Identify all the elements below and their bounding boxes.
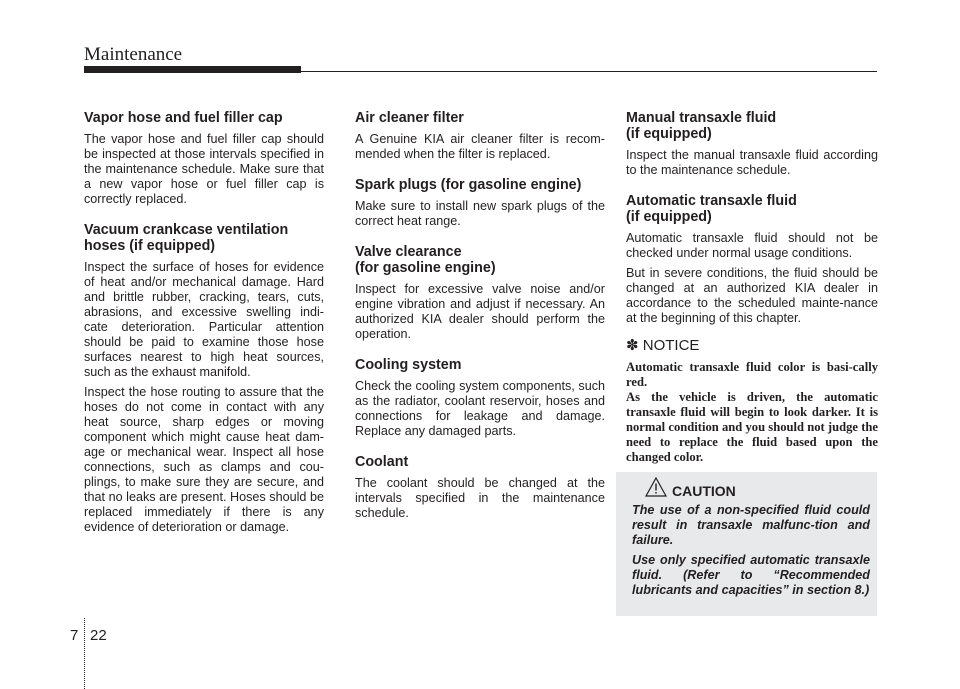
section-paragraph: Inspect for excessive valve noise and/or engine vibration and adjust if necessary. An authorized KIA dealer should perform the operation.	[355, 282, 605, 341]
section-paragraph: But in severe conditions, the fluid should be changed at an authorized KIA dealer in accordance to the scheduled mainte-nance at the beginning of this chapter.	[626, 266, 878, 325]
caution-paragraph: The use of a non-specified fluid could result in transaxle malfunc-tion and failure.	[632, 503, 870, 547]
notice-paragraph: As the vehicle is driven, the automatic transaxle fluid will begin to look darker. It is normal condition and you should not judge the need to replace the fluid based upon the changed color.	[626, 390, 878, 464]
section-coolant	[355, 454, 605, 521]
section-paragraph: Inspect the manual transaxle fluid according to the maintenance schedule.	[626, 148, 878, 177]
section-paragraph: Check the cooling system components, such as the radiator, coolant reservoir, hoses and connections for leakage and damage. Replace any damaged parts.	[355, 379, 605, 438]
column-left	[84, 110, 324, 550]
notice-block	[626, 336, 878, 465]
warning-triangle-icon	[645, 477, 667, 497]
notice-star-icon: ✽	[626, 337, 639, 354]
section-title: Spark plugs (for gasoline engine)	[355, 177, 582, 193]
section-paragraph: Make sure to install new spark plugs of the correct heat range.	[355, 199, 605, 228]
section-title: Valve clearance (for gasoline engine)	[355, 244, 496, 276]
chapter-number: 7	[70, 627, 79, 644]
section-title: Manual transaxle fluid (if equipped)	[626, 110, 777, 142]
caution-heading: CAUTION	[672, 483, 870, 499]
header-bar	[84, 66, 301, 73]
section-title: Vacuum crankcase ventilation hoses (if equipped)	[84, 222, 289, 254]
section-automatic-transaxle	[626, 193, 878, 326]
notice-heading: ✽ NOTICE	[626, 337, 700, 354]
section-paragraph: The vapor hose and fuel filler cap should be inspected at those intervals specified in the maintenance schedule. Make sure that a new vapor hose or fuel filler cap is correctly replaced.	[84, 132, 324, 206]
footer-divider	[84, 618, 86, 689]
section-title: Vapor hose and fuel filler cap	[84, 110, 283, 126]
section-valve-clearance	[355, 244, 605, 342]
section-title: Automatic transaxle fluid (if equipped)	[626, 193, 797, 225]
section-title: Air cleaner filter	[355, 110, 464, 126]
section-manual-transaxle	[626, 110, 878, 178]
section-paragraph: A Genuine KIA air cleaner filter is recom-mended when the filter is replaced.	[355, 132, 605, 161]
section-title: Coolant	[355, 454, 409, 470]
section-paragraph: Inspect the hose routing to assure that the hoses do not come in contact with any heat source, sharp edges or moving component which might cause heat dam-age or mechanical wear. Inspect all hose connections, such as clamps and cou-plings, to make sure they are secure, and that no leaks are present. Hoses should be replaced immediately if there is any evidence of deterioration or damage.	[84, 385, 324, 534]
section-air-cleaner	[355, 110, 605, 162]
section-cooling-system	[355, 357, 605, 439]
caution-paragraph: Use only specified automatic transaxle fluid. (Refer to “Recommended lubricants and capacities” in section 8.)	[632, 553, 870, 597]
section-paragraph: The coolant should be changed at the intervals specified in the maintenance schedule.	[355, 476, 605, 520]
section-paragraph: Inspect the surface of hoses for evidence of heat and/or mechanical damage. Hard and brittle rubber, cracking, tears, cuts, abrasions, and excessive swelling indi-cate deterioration. Particular attention should be paid to examine those hose surfaces nearest to high heat sources, such as the exhaust manifold.	[84, 260, 324, 379]
section-title: Cooling system	[355, 357, 462, 373]
header-rule	[301, 71, 877, 72]
caution-box	[616, 472, 877, 616]
column-middle	[355, 110, 605, 536]
notice-paragraph: Automatic transaxle fluid color is basi-cally red.	[626, 360, 878, 389]
section-vapor-hose	[84, 110, 324, 207]
section-vacuum-hoses	[84, 222, 324, 535]
page-header-title: Maintenance	[84, 44, 183, 65]
section-paragraph: Automatic transaxle fluid should not be checked under normal usage conditions.	[626, 231, 878, 260]
column-right	[626, 110, 878, 465]
page-number: 22	[90, 627, 107, 644]
section-spark-plugs	[355, 177, 605, 229]
